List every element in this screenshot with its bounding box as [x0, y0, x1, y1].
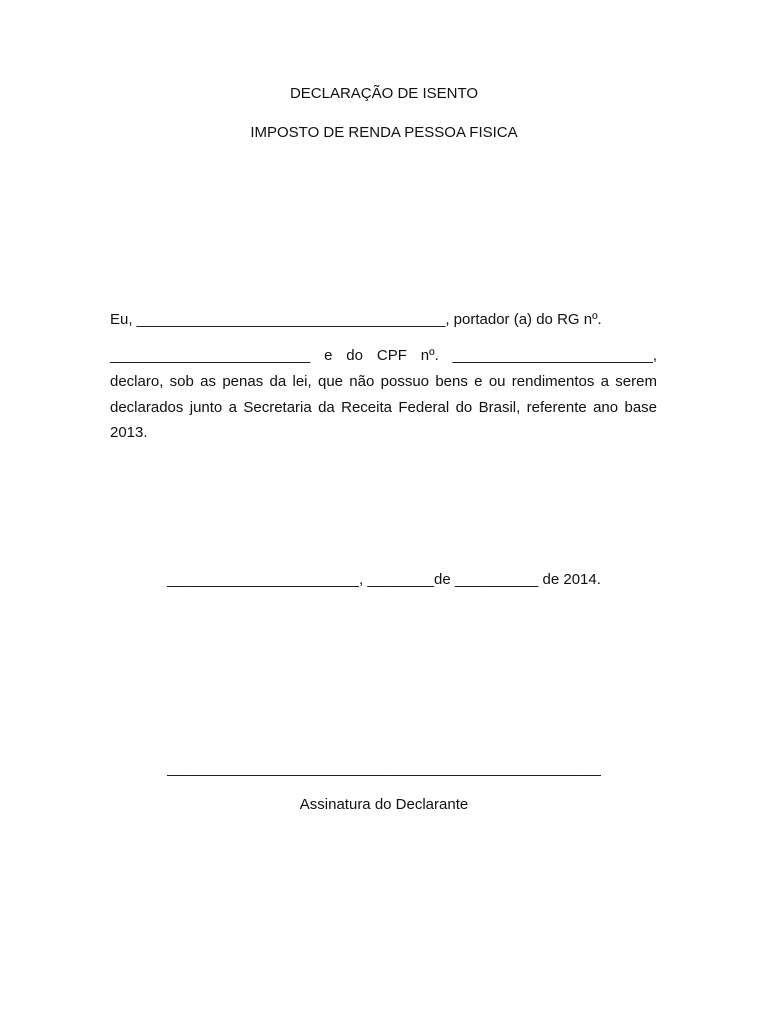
- body-line-4: declarados junto a Secretaria da Receita Federal do Brasil, referente ano base: [110, 399, 657, 416]
- body-line-2: ________________________ e do CPF nº. ________________________,: [110, 347, 657, 364]
- body-line-3: declaro, sob as penas da lei, que não possuo bens e ou rendimentos a serem: [110, 373, 657, 390]
- signature-label: Assinatura do Declarante: [299, 796, 469, 813]
- body-line-1: Eu, _____________________________________, portador (a) do RG nº.: [110, 311, 602, 328]
- signature-line: ____________________________________________________: [167, 760, 601, 777]
- document-title: DECLARAÇÃO DE ISENTO: [289, 85, 479, 102]
- document-subtitle: IMPOSTO DE RENDA PESSOA FISICA: [250, 124, 518, 141]
- body-line-5: 2013.: [110, 424, 148, 441]
- date-line: _______________________, ________de __________ de 2014.: [167, 571, 601, 588]
